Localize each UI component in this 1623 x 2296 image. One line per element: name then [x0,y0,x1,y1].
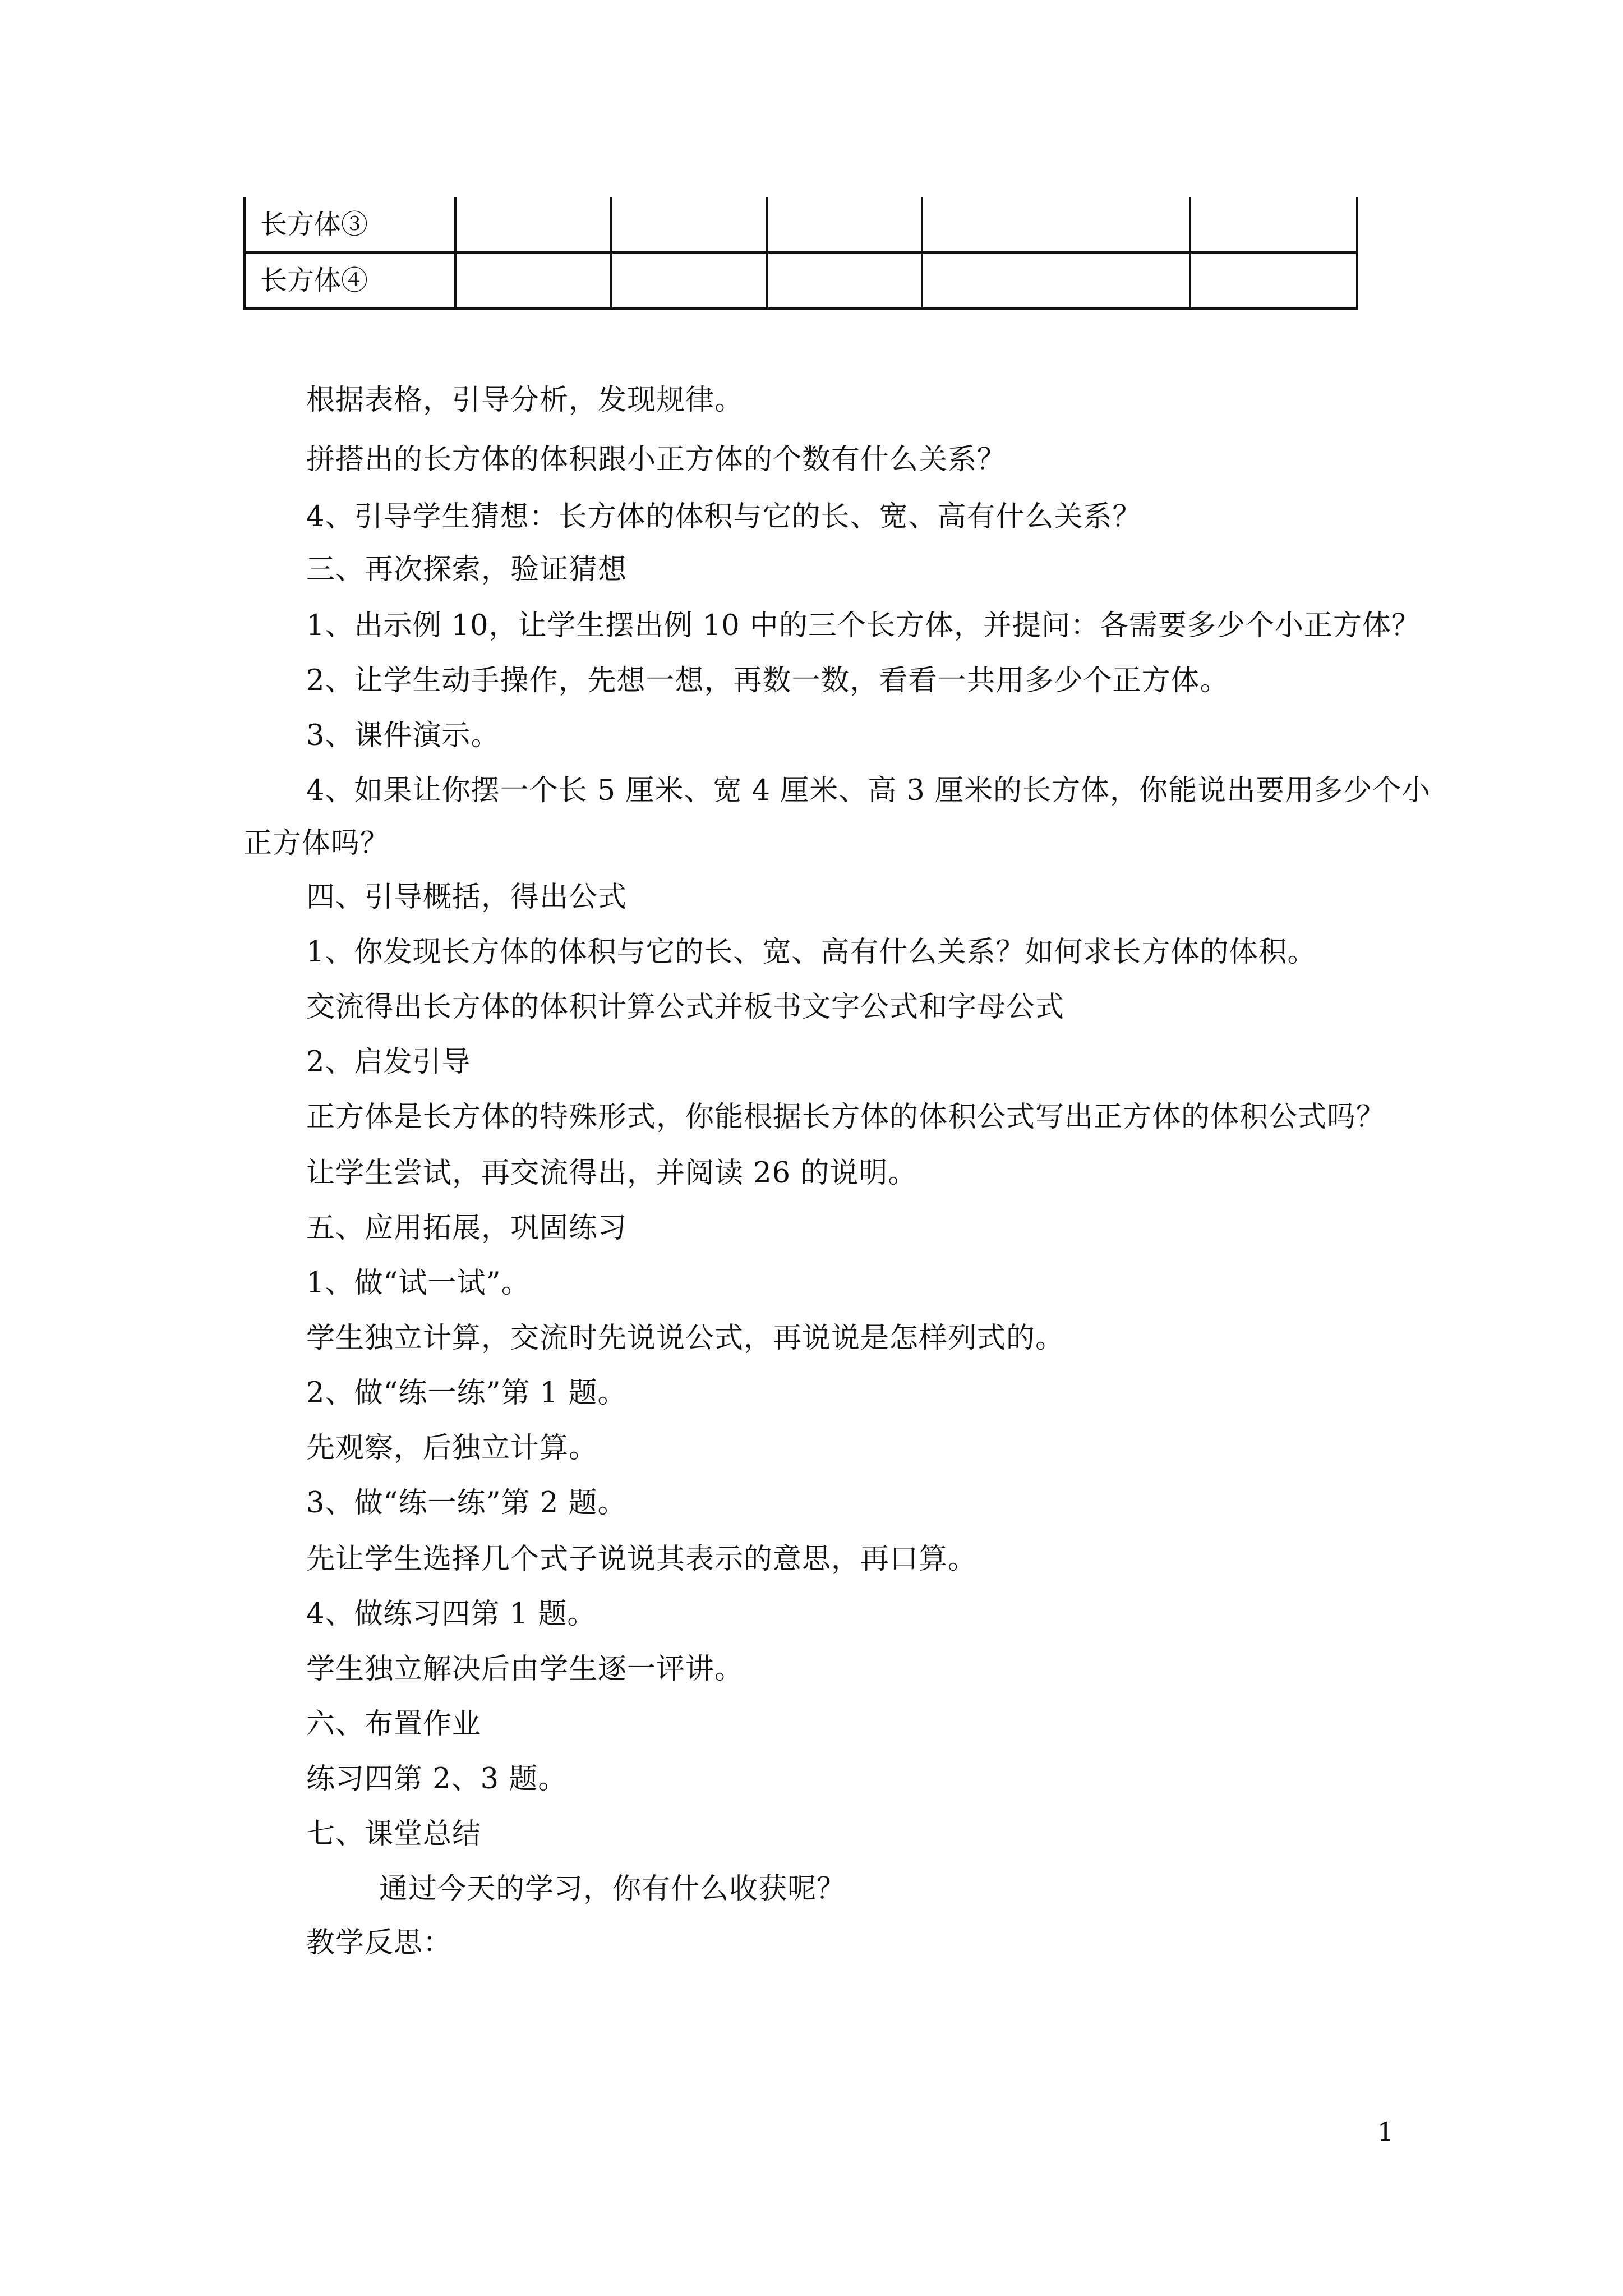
paragraph: 3、课件演示。 [306,719,500,752]
paragraph: 拼搭出的长方体的体积跟小正方体的个数有什么关系？ [306,443,1007,476]
paragraph: 4、如果让你摆一个长 5 厘米、宽 4 厘米、高 3 厘米的长方体，你能说出要用多少个小 [306,774,1431,807]
paragraph: 先观察，后独立计算。 [306,1432,598,1465]
table-cell [1190,252,1357,309]
paragraph: 交流得出长方体的体积计算公式并板书文字公式和字母公式 [306,991,1065,1024]
paragraph: 1、你发现长方体的体积与它的长、宽、高有什么关系？如何求长方体的体积。 [306,936,1317,969]
section-heading: 六、布置作业 [306,1708,482,1741]
section-heading: 三、再次探索，验证猜想 [306,553,628,586]
paragraph: 让学生尝试，再交流得出，并阅读 26 的说明。 [306,1157,917,1190]
section-heading: 四、引导概括，得出公式 [306,881,628,914]
paragraph: 4、做练习四第 1 题。 [306,1598,597,1631]
table-cell [455,197,611,252]
paragraph: 正方体吗？ [243,827,390,860]
table-cell [1190,197,1357,252]
table-cell [922,197,1190,252]
paragraph: 学生独立计算，交流时先说说公式，再说说是怎样列式的。 [306,1322,1065,1355]
paragraph: 教学反思： [306,1926,453,1959]
section-heading: 七、课堂总结 [306,1818,482,1851]
table-cell [611,252,767,309]
table-cell [767,197,922,252]
paragraph: 通过今天的学习，你有什么收获呢？ [379,1872,846,1906]
section-heading: 五、应用拓展，巩固练习 [306,1212,628,1245]
table-row [245,252,1357,309]
paragraph: 正方体是长方体的特殊形式，你能根据长方体的体积公式写出正方体的体积公式吗？ [306,1101,1386,1134]
paragraph: 1、出示例 10，让学生摆出例 10 中的三个长方体，并提问：各需要多少个小正方体？ [306,609,1421,642]
paragraph: 4、引导学生猜想：长方体的体积与它的长、宽、高有什么关系？ [306,500,1142,533]
table-cell [455,252,611,309]
table-cell [611,197,767,252]
paragraph: 3、做“练一练”第 2 题。 [306,1487,627,1520]
paragraph: 学生独立解决后由学生逐一评讲。 [306,1653,744,1686]
table-row-label: 长方体④ [245,252,455,309]
paragraph: 1、做“试一试”。 [306,1267,531,1300]
paragraph: 2、让学生动手操作，先想一想，再数一数，看看一共用多少个正方体。 [306,664,1229,697]
paragraph: 练习四第 2、3 题。 [306,1763,568,1796]
table-cell [767,252,922,309]
page-number: 1 [1377,2116,1394,2147]
paragraph: 2、启发引导 [306,1046,471,1079]
paragraph: 根据表格，引导分析，发现规律。 [306,384,744,417]
paragraph: 先让学生选择几个式子说说其表示的意思，再口算。 [306,1543,978,1576]
table-row [245,197,1357,252]
volume-table [243,197,1358,310]
table-row-label: 长方体③ [245,197,455,252]
table-cell [922,252,1190,309]
paragraph: 2、做“练一练”第 1 题。 [306,1377,627,1410]
